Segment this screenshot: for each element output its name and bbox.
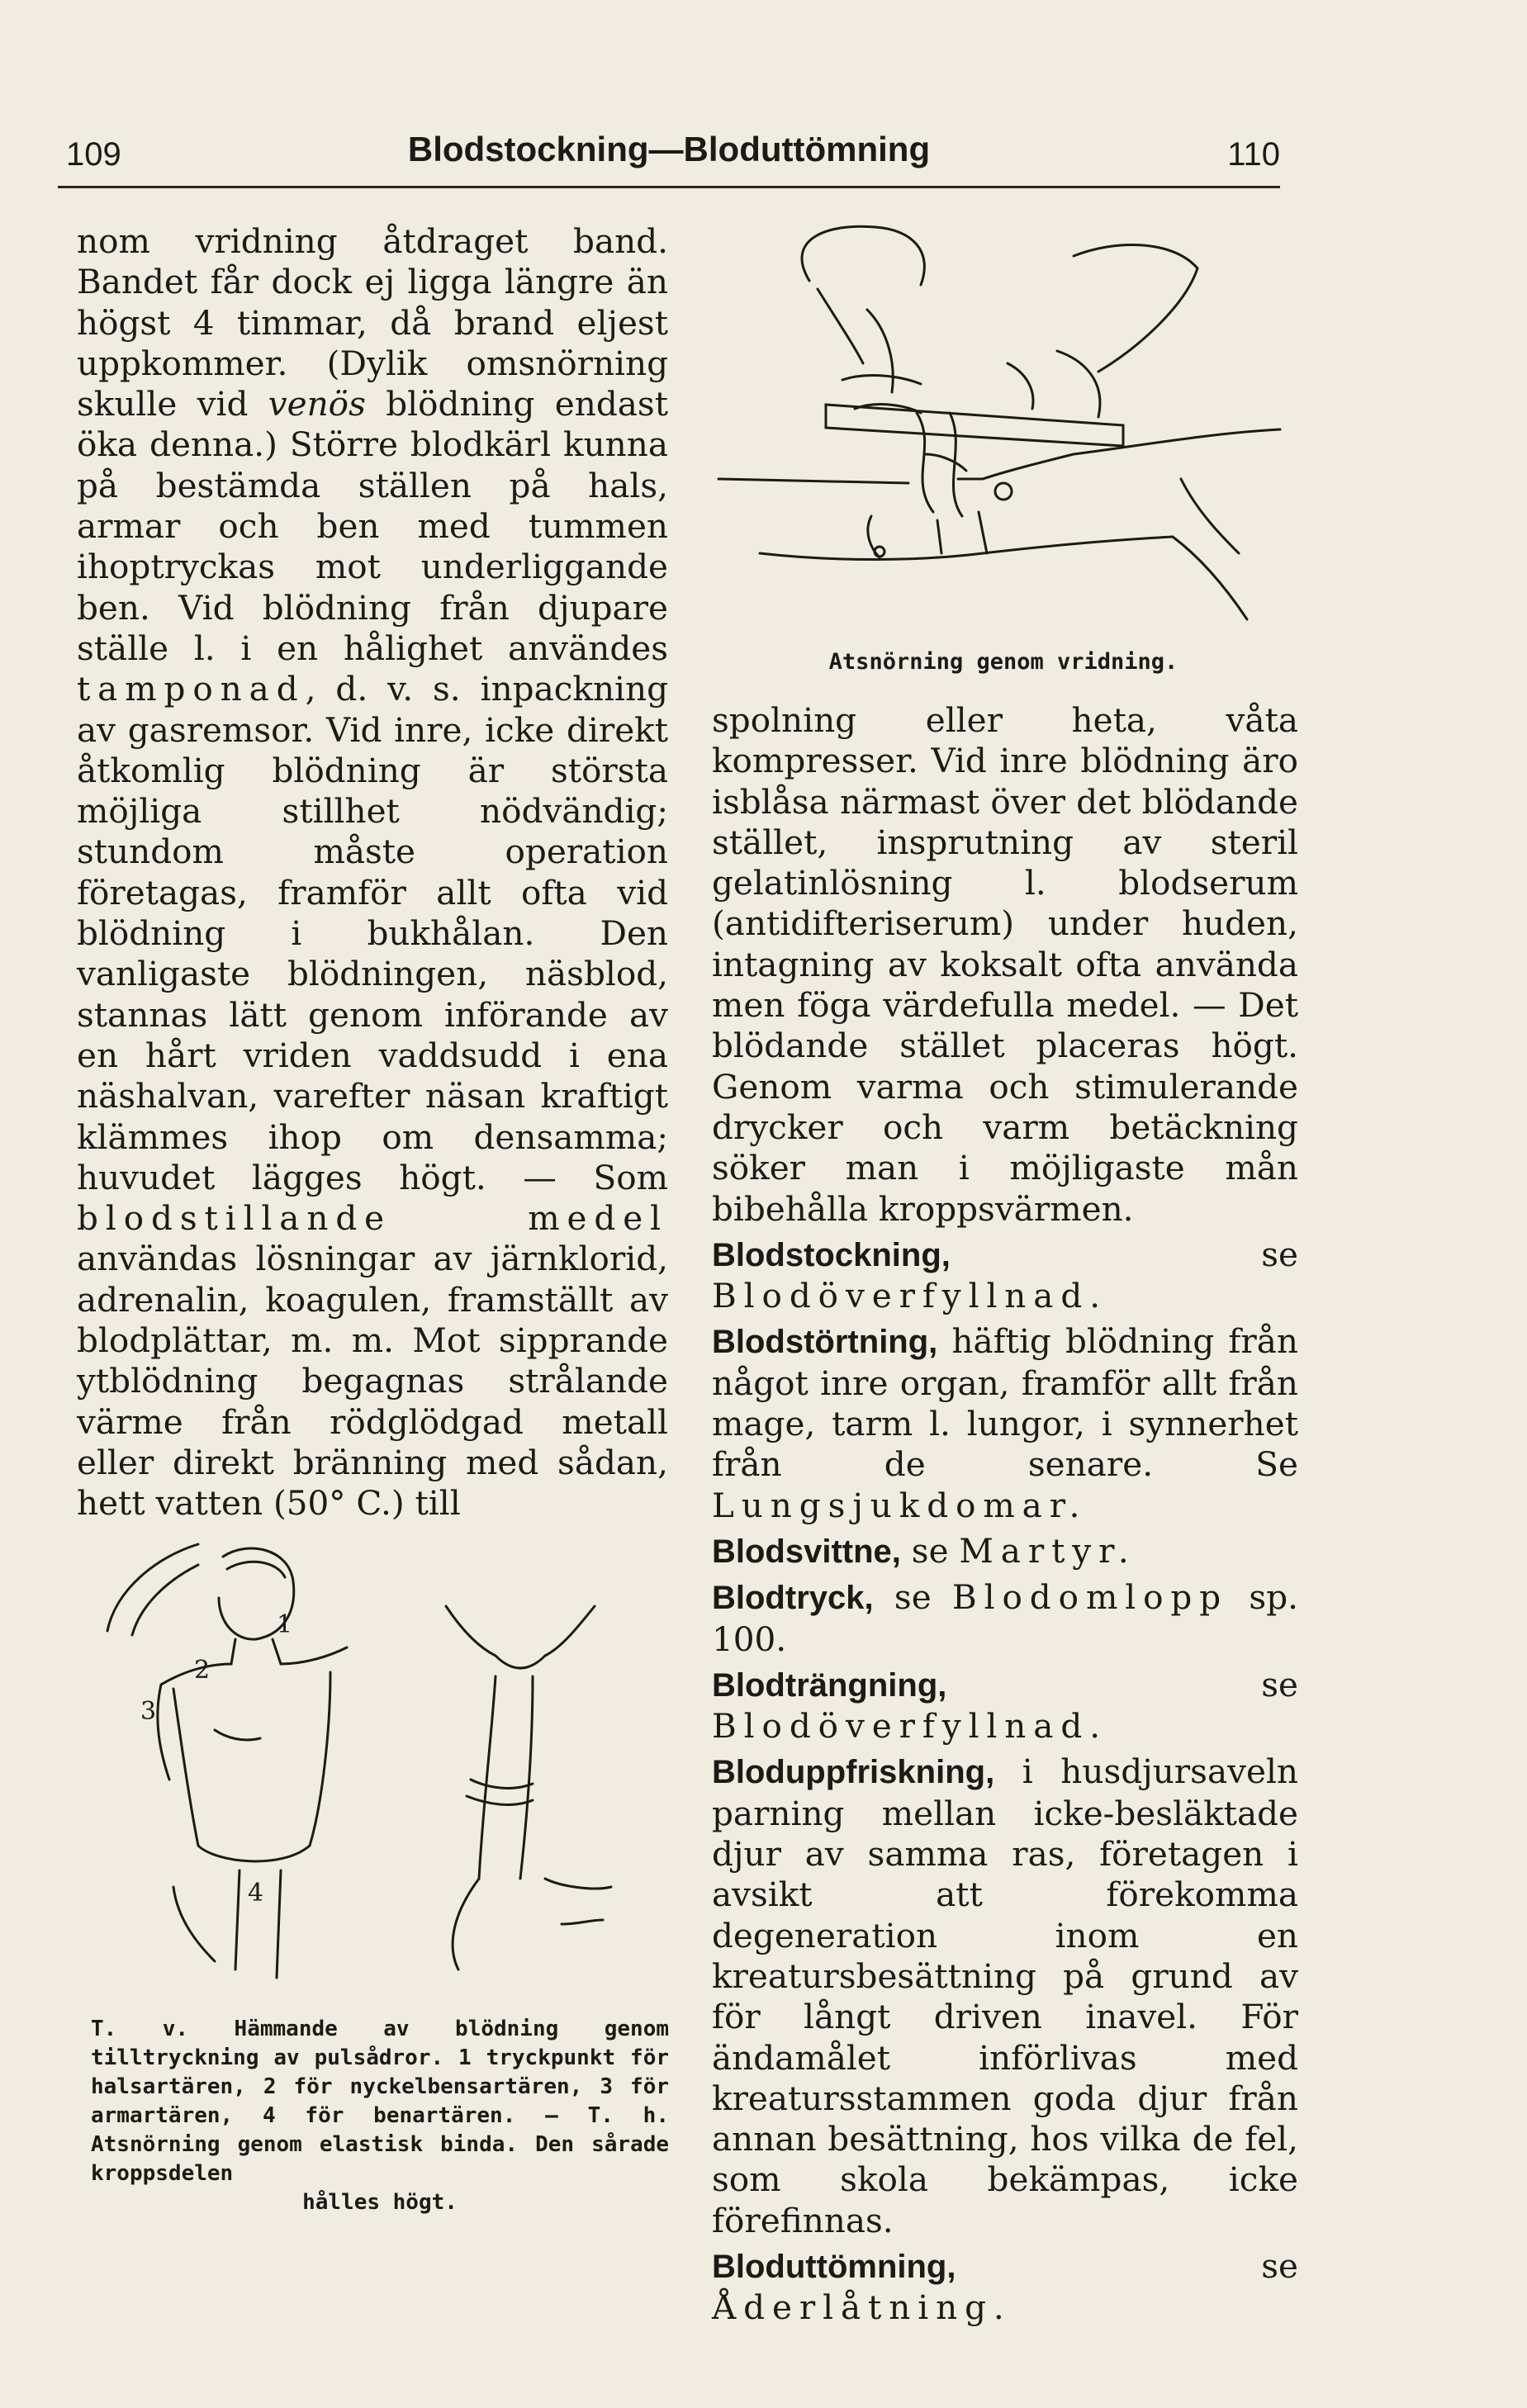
text-run: nom vridning åtdraget band. Bandet får dock ej ligga längre än högst 4 timmar, då brand eljest uppkommer. (Dylik omsnörning skulle vid xyxy=(77,221,668,424)
dictionary-entry xyxy=(712,1531,1298,1572)
cross-reference: Åderlåtning. xyxy=(712,2287,1012,2328)
cross-reference: Blodomlopp xyxy=(951,1577,1229,1618)
dictionary-entry xyxy=(712,1235,1298,1317)
tourniquet-illustration xyxy=(710,206,1288,636)
page-number-left: 109 xyxy=(66,136,121,173)
pressure-point-label: 4 xyxy=(248,1879,264,1908)
dictionary-entry xyxy=(712,1577,1298,1660)
pressure-point-label: 1 xyxy=(277,1610,293,1639)
dictionary-entry xyxy=(712,1665,1298,1747)
italic-term: venös xyxy=(268,384,366,424)
page-number-right: 110 xyxy=(1227,136,1280,173)
text-run: användas lösningar av järnklorid, adrenalin, koagulen, framställt av blodplättar, m. m. Mot sipprande ytblödning begagnas strålande värme från rödglödgad metall eller direkt bränning med sådan, hett vatten (50° C.) till xyxy=(77,1239,668,1524)
right-column xyxy=(712,700,1298,2329)
dictionary-entry xyxy=(712,2246,1298,2329)
cross-reference: Blodöverfyllnad. xyxy=(712,1276,1107,1316)
text-run: se xyxy=(873,1577,952,1618)
text-run: , d. v. s. inpackning av gasremsor. Vid inre, icke direkt åtkomlig blödning är största möjliga stillhet nödvändig; stundom måste operation företagas, framför allt ofta vid blödning i bukhålan. Den vanligaste blödningen, näsblod, stannas lätt genom införande av en hårt vriden vaddsudd i ena näshalvan, varefter näsan kraftigt klämmes ihop om densamma; huvudet lägges högt. — Som xyxy=(77,669,668,1197)
cross-reference: Martyr. xyxy=(959,1530,1136,1571)
cross-reference: Lungsjukdomar. xyxy=(712,1485,1088,1525)
left-column xyxy=(77,221,668,1524)
text-run: se xyxy=(900,1530,960,1571)
entry-headword: Bloduppfriskning, xyxy=(712,1754,995,1791)
entry-headword: Blodtryck, xyxy=(712,1580,874,1617)
right-column-paragraph: spolning eller heta, våta kompresser. Vid inre blödning äro isblåsa närmast över det blödande stället, insprutning av steril gelatinlösning l. blodserum (antidifteriserum) under huden, intagning av koksalt ofta använda men föga värdefulla medel. — Det blödande stället placeras högt. Genom varma och stimulerande drycker och varm betäckning söker man i möjligaste mån bibehålla kroppsvärmen. xyxy=(712,700,1298,1229)
caption-text-end: hålles högt. xyxy=(302,2190,458,2215)
left-column-paragraph xyxy=(77,221,668,1524)
spaced-term: tamponad xyxy=(77,669,306,709)
text-run: se xyxy=(946,1664,1298,1704)
spaced-term: blodstillande medel xyxy=(77,1198,668,1239)
page-header xyxy=(58,120,1280,188)
running-title: Blodstockning—Bloduttömning xyxy=(407,130,931,168)
text-run: sp. 100. xyxy=(712,1577,1298,1659)
pressure-point-label: 3 xyxy=(140,1697,157,1726)
figure-caption-bottom xyxy=(91,2015,669,2217)
dictionary-entry xyxy=(712,1321,1298,1525)
entry-headword: Bloduttömning, xyxy=(712,2248,956,2285)
text-run: se xyxy=(956,2245,1298,2286)
entry-headword: Blodsvittne, xyxy=(712,1533,901,1570)
text-run: se xyxy=(950,1234,1298,1274)
cross-reference: Blodöverfyllnad. xyxy=(712,1706,1107,1747)
pressure-points-illustration xyxy=(83,1532,669,1986)
caption-text: T. v. Hämmande av blödning genom tilltryckning av pulsådror. 1 tryckpunkt för halsartären, 2 för nyckelbensartären, 3 för armartären, 4 för benartären. — T. h. Atsnörning genom elastisk binda. Den sårade kroppsdelen xyxy=(91,2017,669,2186)
entry-headword: Blodstörtning, xyxy=(712,1324,938,1361)
text-run: blödning endast öka denna.) Större blodkärl kunna på bestämda ställen på hals, armar och ben med tummen ihoptryckas mot underliggande ben. Vid blödning från djupare ställe l. i en hålighet användes xyxy=(77,384,668,668)
text-run: häftig blödning från något inre organ, framför allt från mage, tarm l. lungor, i synnerhet från de senare. Se xyxy=(712,1321,1298,1485)
dictionary-entry xyxy=(712,1751,1298,2241)
text-run: i husdjursaveln parning mellan icke-besläktade djur av samma ras, företagen i avsikt att förekomma degeneration inom en kreatursbesättning på grund av för långt driven inavel. För ändamålet införlivas med kreatursstammen goda djur från annan besättning, hos vilka de fel, som skola bekämpas, icke förefinnas. xyxy=(712,1751,1298,2240)
figure-caption-top: Atsnörning genom vridning. xyxy=(828,649,1178,675)
pressure-point-label: 2 xyxy=(194,1656,211,1685)
entry-headword: Blodstockning, xyxy=(712,1236,951,1273)
entry-headword: Blodträngning, xyxy=(712,1666,947,1704)
